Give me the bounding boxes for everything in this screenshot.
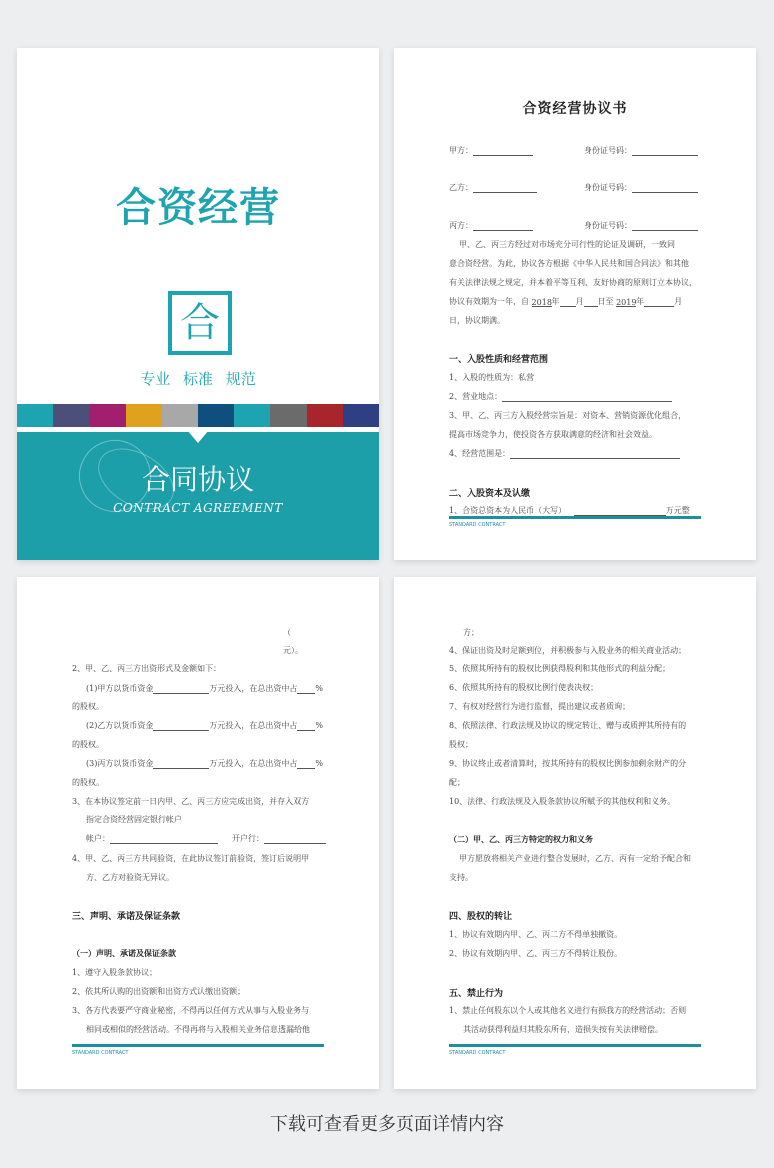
text-line: 9、协议终止或者清算时，按其所持有的股权比例参加剩余财产的分 xyxy=(449,759,687,768)
party-c-label: 丙方： xyxy=(449,221,473,230)
color-stripe xyxy=(89,404,125,427)
party-b-row xyxy=(449,182,537,193)
sub-heading: （二）甲、乙、丙三方特定的权力和义务 xyxy=(449,835,593,844)
color-stripe xyxy=(198,404,234,427)
intro-line: 意合资经营。为此，协议各方根据《中华人民共和国合同法》和其他 xyxy=(449,259,689,268)
year-label: 年 xyxy=(636,297,645,306)
contribution-row-b xyxy=(86,720,323,731)
clause-line: 2、协议有效期内甲、乙、丙三方不得转让股份。 xyxy=(449,949,623,958)
document-page-1 xyxy=(394,48,756,560)
text-line: 4、甲、乙、丙三方共同验资，在此协议签订前验资，签订后说明甲 xyxy=(72,854,310,863)
party-a-label: 甲方： xyxy=(449,146,473,155)
intro-line xyxy=(449,296,682,307)
color-stripes xyxy=(17,404,379,427)
text-line: （ xyxy=(283,628,291,637)
clause-line xyxy=(449,505,690,516)
text: % xyxy=(315,721,323,730)
text-line: 的股权。 xyxy=(72,778,104,787)
id-label: 身份证号码： xyxy=(584,183,632,192)
id-field-c[interactable] xyxy=(632,221,698,231)
text: % xyxy=(315,759,323,768)
footer-bar xyxy=(449,516,701,519)
day-to-label: 日至 xyxy=(597,297,614,306)
party-c-field[interactable] xyxy=(473,221,533,231)
clause-line: 提高市场竞争力，使投资各方获取满意的经济和社会效益。 xyxy=(449,430,657,439)
year-label: 年 xyxy=(551,297,560,306)
amount-a-field[interactable] xyxy=(153,684,209,694)
color-stripe xyxy=(162,404,198,427)
clause-text: 1、合资总资本为人民币（大写） xyxy=(449,506,567,515)
party-b-label: 乙方： xyxy=(449,183,473,192)
id-row-c xyxy=(584,220,698,231)
clause-tail: 万元整 xyxy=(665,506,690,515)
percent-a-field[interactable] xyxy=(297,684,315,694)
id-field-a[interactable] xyxy=(632,146,698,156)
capital-field[interactable] xyxy=(574,506,666,516)
intro-line: 有关法律法规之规定，并本着平等互利、友好协商的原则订立本协议， xyxy=(449,278,697,287)
section-heading: 五、禁止行为 xyxy=(449,989,504,999)
party-c-row xyxy=(449,220,533,231)
text-line: 股权； xyxy=(449,740,473,749)
bank-field[interactable] xyxy=(264,834,326,844)
color-stripe xyxy=(234,404,270,427)
text-line: 6、依照其所持有的股权比例行使表决权； xyxy=(449,683,599,692)
footer-text: STANDARD CONTRACT xyxy=(72,1050,129,1056)
cover-subtitle: 合同协议 xyxy=(141,463,254,496)
section-heading: 三、声明、承诺及保证条款 xyxy=(72,912,181,922)
percent-c-field[interactable] xyxy=(297,759,315,769)
text: (3)丙方以货币资金 xyxy=(86,759,154,768)
percent-b-field[interactable] xyxy=(297,721,315,731)
footer-bar xyxy=(72,1044,324,1047)
text: 万元投入，在总出资中占 xyxy=(209,721,298,730)
amount-b-field[interactable] xyxy=(153,721,209,731)
clause-line: 1、入股的性质为：私营 xyxy=(449,373,535,382)
text-line: 的股权。 xyxy=(72,740,104,749)
intro-line: 日，协议期满。 xyxy=(449,316,505,325)
id-row-b xyxy=(584,182,698,193)
contribution-row-a xyxy=(86,683,323,694)
text-line: 元）。 xyxy=(283,646,303,655)
text-line: 5、依照其所持有的股权比例获得股利和其他形式的利益分配； xyxy=(449,664,671,673)
month-label: 月 xyxy=(575,297,584,306)
color-stripe xyxy=(126,404,162,427)
footer-text: STANDARD CONTRACT xyxy=(449,1050,506,1056)
clause-line: 3、各方代表要严守商业秘密，不得再以任何方式从事与入股业务与 xyxy=(72,1006,310,1015)
logo-char: 合 xyxy=(180,300,220,346)
account-row xyxy=(86,833,218,844)
cover-notch xyxy=(187,430,209,443)
text-line: 配； xyxy=(449,778,465,787)
end-month[interactable] xyxy=(644,297,674,307)
id-label: 身份证号码： xyxy=(584,221,632,230)
sub-heading: （一）声明、承诺及保证条款 xyxy=(72,949,176,958)
cover-page xyxy=(17,48,379,560)
text-line: 3、在本协议签定前一日内甲、乙、丙三方应完成出资，并存入双方 xyxy=(72,797,310,806)
id-field-b[interactable] xyxy=(632,183,698,193)
text: 万元投入，在总出资中占 xyxy=(209,759,298,768)
intro-text: 协议有效期为一年，自 xyxy=(449,297,529,306)
clause-line: 其活动获得利益归其股东所有，造损失按有关法律赔偿。 xyxy=(463,1025,663,1034)
clause-text: 2、营业地点： xyxy=(449,392,503,401)
start-month[interactable] xyxy=(560,297,576,307)
text-line: 甲方愿放将相关产业进行整合发展时，乙方、丙有一定给予配合和 xyxy=(459,854,691,863)
clause-line xyxy=(449,391,672,402)
footer-bar xyxy=(449,1044,701,1047)
end-year[interactable]: 2019 xyxy=(616,298,637,307)
text-line: 4、保证出资及时足额到位，并积极参与入股业务的相关商业活动； xyxy=(449,646,687,655)
section-heading: 四、股权的转让 xyxy=(449,912,513,922)
id-label: 身份证号码： xyxy=(584,146,632,155)
account-label: 帐户： xyxy=(86,834,110,843)
download-caption: 下载可查看更多页面详情内容 xyxy=(270,1114,504,1135)
cover-title: 合资经营 xyxy=(116,185,280,231)
page-title: 合资经营协议书 xyxy=(522,101,628,117)
address-field[interactable] xyxy=(502,392,672,402)
text-line: 支持。 xyxy=(449,873,473,882)
text-line: 2、甲、乙、丙三方出资形式及金额如下： xyxy=(72,664,222,673)
color-stripe xyxy=(307,404,343,427)
section-heading: 一、入股性质和经营范围 xyxy=(449,355,549,365)
document-page-2 xyxy=(17,577,379,1089)
scope-field[interactable] xyxy=(510,449,680,459)
text-line: 10、法律、行政法规及入股条款协议所赋予的其他权利和义务。 xyxy=(449,797,676,806)
start-year[interactable]: 2018 xyxy=(531,298,552,307)
text-line: 方、乙方对验资无异议。 xyxy=(86,873,174,882)
logo-icon xyxy=(168,291,232,355)
text: 万元投入，在总出资中占 xyxy=(209,684,298,693)
text-line: 指定合资经营固定银行帐户 xyxy=(86,815,182,824)
text-line: 的股权。 xyxy=(72,702,104,711)
section-heading: 二、入股资本及认缴 xyxy=(449,489,531,499)
clause-line xyxy=(449,448,680,459)
text: % xyxy=(315,684,323,693)
amount-c-field[interactable] xyxy=(153,759,209,769)
text-line: 方； xyxy=(463,628,479,637)
color-stripe xyxy=(343,404,379,427)
clause-text: 4、经营范围是： xyxy=(449,449,511,458)
month-label: 月 xyxy=(674,297,683,306)
document-page-3 xyxy=(394,577,756,1089)
clause-line: 相同或相似的经营活动。不得再将与入股相关业务信息透漏给他 xyxy=(86,1025,310,1034)
bank-label: 开户行： xyxy=(232,834,264,843)
party-b-field[interactable] xyxy=(473,183,537,193)
color-stripe xyxy=(17,404,53,427)
intro-line: 甲、乙、丙三方经过对市场充分可行性的论证及调研，一致同 xyxy=(459,240,675,249)
text: (2)乙方以货币资金 xyxy=(86,721,154,730)
contribution-row-c xyxy=(86,758,323,769)
account-field[interactable] xyxy=(110,834,218,844)
color-stripe xyxy=(270,404,306,427)
clause-line: 1、禁止任何股东以个人或其他名义进行有损我方的经营活动；否则 xyxy=(449,1006,687,1015)
clause-line: 1、协议有效期内甲、乙、丙二方不得单独撤资。 xyxy=(449,930,623,939)
text-line: 7、有权对经营行为进行监督，提出建议或者质询； xyxy=(449,702,631,711)
text: (1)甲方以货币资金 xyxy=(86,684,154,693)
cover-slogan: 专业 标准 规范 xyxy=(140,370,256,388)
clause-line: 2、依其所认购的出资额和出资方式认缴出资额； xyxy=(72,987,246,996)
clause-line: 1、遵守入股条款协议； xyxy=(72,968,158,977)
footer-text: STANDARD CONTRACT xyxy=(449,522,506,528)
text-line: 8、依照法律、行政法规及协议的规定转让、赠与或质押其所持有的 xyxy=(449,721,687,730)
clause-line: 3、甲、乙、丙三方入股经营宗旨是：对资本、营销资源优化组合， xyxy=(449,411,687,420)
id-row-a xyxy=(584,145,698,156)
color-stripe xyxy=(53,404,89,427)
bank-row xyxy=(232,833,326,844)
party-a-row xyxy=(449,145,533,156)
cover-subtitle-en: CONTRACT AGREEMENT xyxy=(113,501,283,515)
party-a-field[interactable] xyxy=(473,146,533,156)
start-day[interactable] xyxy=(584,297,598,307)
